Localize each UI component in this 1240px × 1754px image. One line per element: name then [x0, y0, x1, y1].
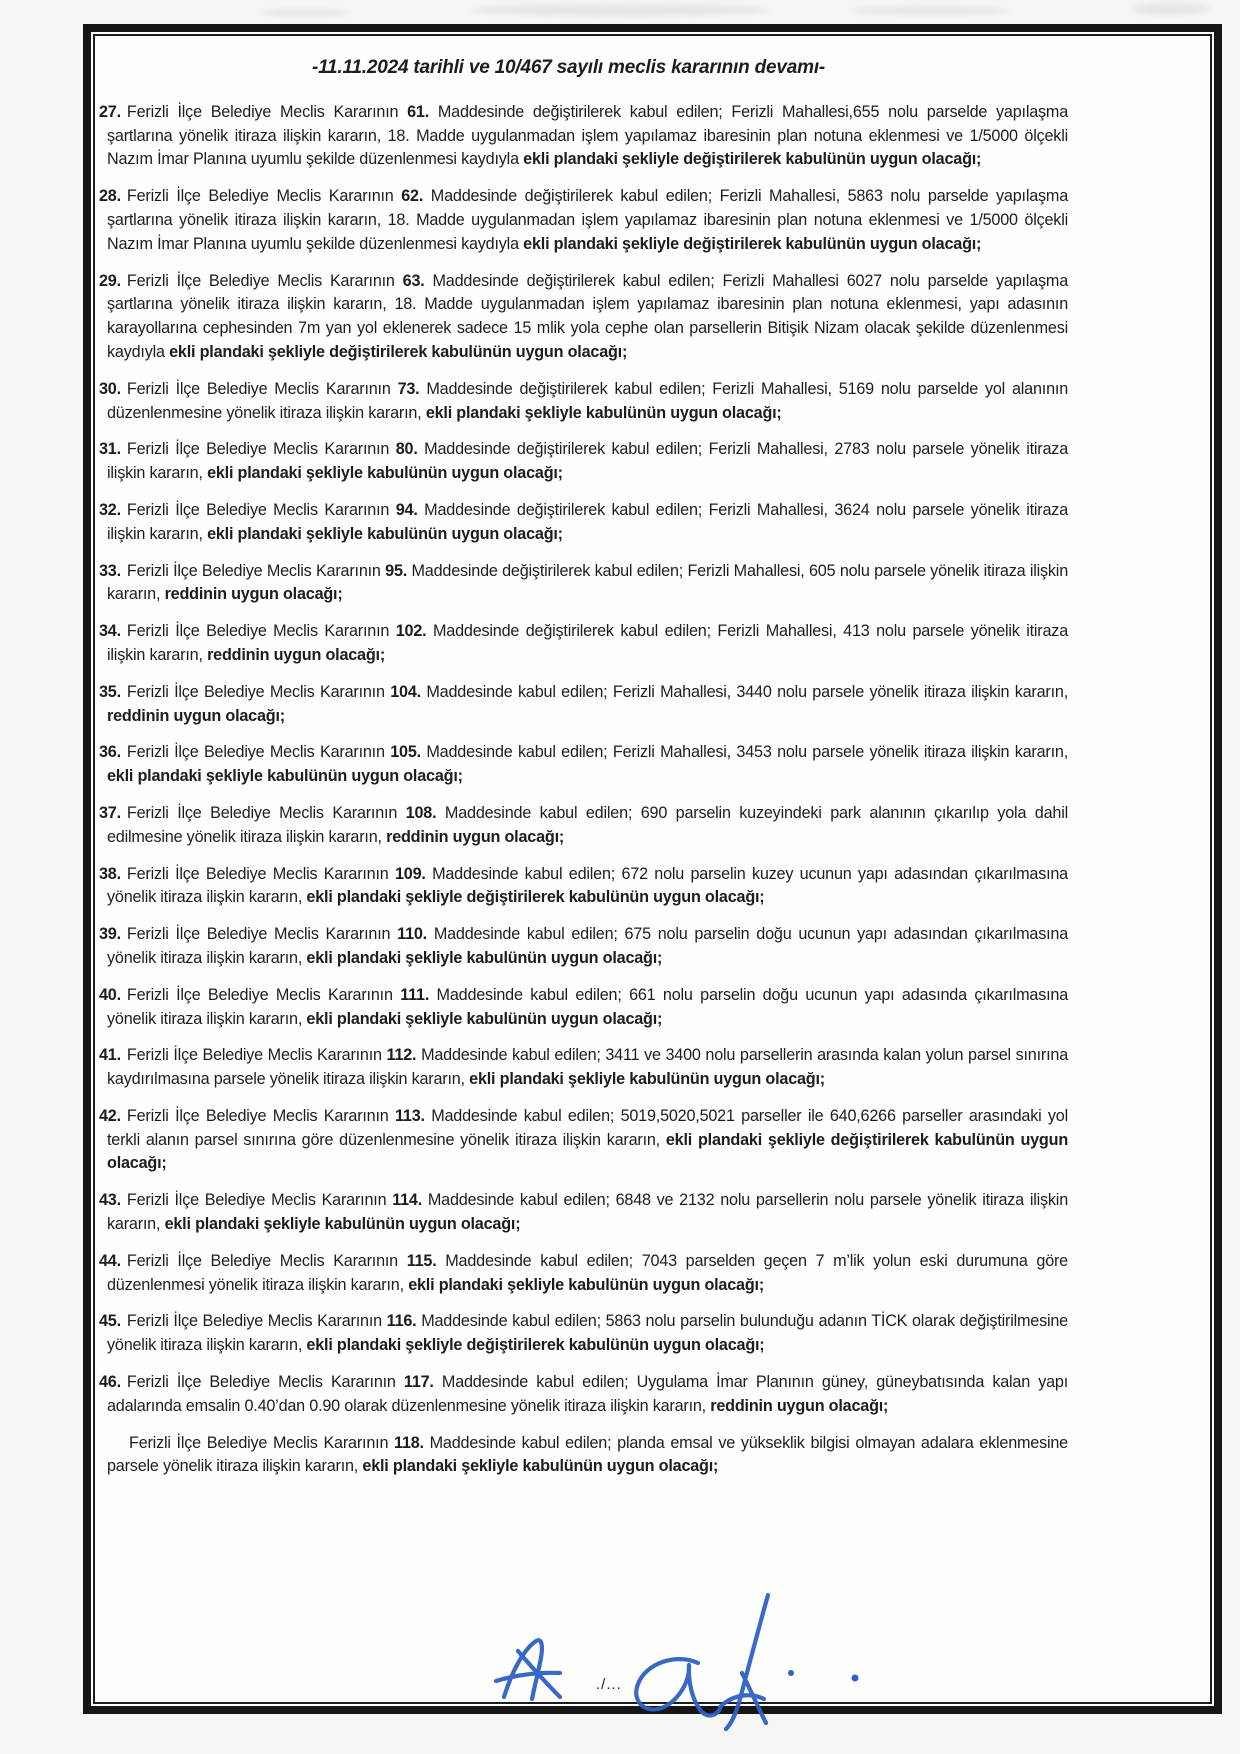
item-number: 34.	[99, 622, 121, 641]
scan-smudge	[470, 4, 770, 16]
item-number: 30.	[99, 379, 121, 398]
item-number: 44.	[99, 1251, 121, 1270]
item-text: Ferizli İlçe Belediye Meclis Kararının 111. Maddesinde kabul edilen; 661 nolu parselin doğu ucunun yapı adasında çıkarılmasına yönelik itiraza ilişkin kararın, ekli plandaki şekliyle kabulünün uygun olacağı;	[107, 985, 1069, 1028]
decision-item	[99, 499, 1068, 547]
document-page	[91, 32, 1214, 1479]
item-text: Ferizli İlçe Belediye Meclis Kararının 80. Maddesinde değiştirilerek kabul edilen; Ferizli Mahallesi, 2783 nolu parsele yönelik itiraza ilişkin kararın, ekli plandaki şekliyle kabulünün uygun olacağı;	[107, 440, 1068, 483]
item-text: Ferizli İlçe Belediye Meclis Kararının 109. Maddesinde kabul edilen; 672 nolu parselin kuzey ucunun yapı adasından çıkarılmasına yönelik itiraza ilişkin kararın, ekli plandaki şekliyle değiştirilerek kabulünün uygun olacağı;	[107, 864, 1068, 907]
continuation-mark: ./...	[596, 1676, 622, 1693]
item-text: Ferizli İlçe Belediye Meclis Kararının 62. Maddesinde değiştirilerek kabul edilen; Ferizli Mahallesi, 5863 nolu parselde yapılaşma şartlarına yönelik itiraza ilişkin kararın, 18. Madde uygulanmadan işlem yapılamaz ibaresinin plan notuna eklenmesi ve 1/5000 ölçekli Nazım İmar Planına uyumlu şekilde düzenlenmesi kaydıyla ekli plandaki şekliyle değiştirilerek kabulünün uygun olacağı;	[107, 187, 1069, 253]
decision-item	[99, 270, 1068, 365]
item-number: 39.	[99, 925, 121, 944]
decision-item	[99, 101, 1068, 172]
item-text: Ferizli İlçe Belediye Meclis Kararının 73. Maddesinde değiştirilerek kabul edilen; Ferizli Mahallesi, 5169 nolu parselde yol alanının düzenlenmesine yönelik itiraza ilişkin kararın, ekli plandaki şekliyle kabulünün uygun olacağı;	[107, 379, 1068, 422]
item-text: Ferizli İlçe Belediye Meclis Kararının 63. Maddesinde değiştirilerek kabul edilen; Ferizli Mahallesi 6027 nolu parselde yapılaşma şartlarına yönelik itiraza ilişkin kararın, 18. Madde uygulanmadan işlem yapılamaz ibaresinin plan notuna eklenmesi, yapı adasının karayollarına cephesinden 7m yan yol eklenerek sadece 15 mlik yola cephe olan parsellerin Bitişik Nizam olacak şekilde düzenlenmesi kaydıyla ekli plandaki şekliyle değiştirilerek kabulünün uygun olacağı;	[107, 271, 1068, 361]
item-number: 28.	[99, 187, 121, 206]
item-text: Ferizli İlçe Belediye Meclis Kararının 113. Maddesinde kabul edilen; 5019,5020,5021 parseller ile 640,6266 parseller arasındaki yol terkli alanın parsel sınırına göre düzenlenmesine yönelik itiraza ilişkin kararın, ekli plandaki şekliyle değiştirilerek kabulünün uygun olacağı;	[107, 1106, 1069, 1173]
item-number: 41.	[99, 1046, 121, 1065]
item-number: 37.	[99, 803, 121, 822]
decision-item	[99, 1044, 1068, 1092]
scan-smudge	[260, 9, 350, 16]
item-number: 32.	[99, 500, 121, 519]
item-text: Ferizli İlçe Belediye Meclis Kararının 102. Maddesinde değiştirilerek kabul edilen; Ferizli Mahallesi, 413 nolu parsele yönelik itiraza ilişkin kararın, reddinin uygun olacağı;	[107, 622, 1069, 664]
decisions-list	[99, 101, 1068, 1479]
item-text: Ferizli İlçe Belediye Meclis Kararının 114. Maddesinde kabul edilen; 6848 ve 2132 nolu parsellerin nolu parsele yönelik itiraza ilişkin kararın, ekli plandaki şekliyle kabulünün uygun olacağı;	[107, 1191, 1068, 1234]
decision-item	[99, 984, 1068, 1032]
scan-smudge	[850, 6, 1010, 15]
item-number: 43.	[99, 1191, 121, 1210]
item-number: 35.	[99, 682, 121, 701]
item-text: Ferizli İlçe Belediye Meclis Kararının 118. Maddesinde kabul edilen; planda emsal ve yükseklik bilgisi olmayan adalara eklenmesine parsele yönelik itiraza ilişkin kararın, ekli plandaki şekliyle kabulünün uygun olacağı;	[107, 1433, 1068, 1476]
item-text: Ferizli İlçe Belediye Meclis Kararının 110. Maddesinde kabul edilen; 675 nolu parselin doğu ucunun yapı adasından çıkarılmasına yönelik itiraza ilişkin kararın, ekli plandaki şekliyle kabulünün uygun olacağı;	[107, 925, 1068, 967]
decision-item	[99, 741, 1068, 789]
item-number: 31.	[99, 440, 121, 459]
page-header: -11.11.2024 tarihli ve 10/467 sayılı meclis kararının devamı-	[311, 57, 826, 78]
item-text: Ferizli İlçe Belediye Meclis Kararının 94. Maddesinde değiştirilerek kabul edilen; Ferizli Mahallesi, 3624 nolu parsele yönelik itiraza ilişkin kararın, ekli plandaki şekliyle kabulünün uygun olacağı;	[107, 500, 1068, 543]
decision-item	[99, 1432, 1068, 1480]
item-text: Ferizli İlçe Belediye Meclis Kararının 108. Maddesinde kabul edilen; 690 parselin kuzeyindeki park alanının çıkarılıp yola dahil edilmesine yönelik itiraza ilişkin kararın, reddinin uygun olacağı;	[107, 803, 1068, 846]
item-text: Ferizli İlçe Belediye Meclis Kararının 105. Maddesinde kabul edilen; Ferizli Mahallesi, 3453 nolu parsele yönelik itiraza ilişkin kararın, ekli plandaki şekliyle kabulünün uygun olacağı;	[107, 743, 1068, 786]
item-number: 46.	[99, 1373, 121, 1392]
scan-smudge	[1130, 3, 1210, 15]
decision-item	[99, 1310, 1068, 1358]
item-number: 40.	[99, 985, 121, 1004]
decision-item	[99, 438, 1068, 486]
decision-item	[99, 185, 1068, 256]
item-number: 38.	[99, 864, 121, 883]
decision-item	[99, 863, 1068, 911]
item-text: Ferizli İlçe Belediye Meclis Kararının 104. Maddesinde kabul edilen; Ferizli Mahallesi, 3440 nolu parsele yönelik itiraza ilişkin kararın, reddinin uygun olacağı;	[107, 682, 1068, 725]
item-number: 42.	[99, 1106, 121, 1125]
decision-item	[99, 1105, 1068, 1176]
item-text: Ferizli İlçe Belediye Meclis Kararının 95. Maddesinde değiştirilerek kabul edilen; Ferizli Mahallesi, 605 nolu parsele yönelik itiraza ilişkin kararın, reddinin uygun olacağı;	[107, 561, 1068, 604]
decision-item	[99, 620, 1068, 668]
item-number: 45.	[99, 1312, 121, 1331]
item-number: 29.	[99, 271, 121, 290]
item-text: Ferizli İlçe Belediye Meclis Kararının 61. Maddesinde değiştirilerek kabul edilen; Ferizli Mahallesi,655 nolu parselde yapılaşma şartlarına yönelik itiraza ilişkin kararın, 18. Madde uygulanmadan işlem yapılamaz ibaresinin plan notuna eklenmesi ve 1/5000 ölçekli Nazım İmar Planına uyumlu şekilde düzenlenmesi kaydıyla ekli plandaki şekliyle değiştirilerek kabulünün uygun olacağı;	[107, 102, 1068, 169]
page-frame	[83, 24, 1222, 1714]
item-text: Ferizli İlçe Belediye Meclis Kararının 112. Maddesinde kabul edilen; 3411 ve 3400 nolu parsellerin arasında kalan yolun parsel sınırına kaydırılmasına parsele yönelik itiraza ilişkin kararın, ekli plandaki şekliyle kabulünün uygun olacağı;	[107, 1046, 1068, 1089]
item-text: Ferizli İlçe Belediye Meclis Kararının 116. Maddesinde kabul edilen; 5863 nolu parselin bulunduğu adanın TİCK olarak değiştirilmesine yönelik itiraza ilişkin kararın, ekli plandaki şekliyle değiştirilerek kabulünün uygun olacağı;	[107, 1312, 1068, 1355]
item-number: 27.	[99, 102, 121, 121]
decision-item	[99, 1371, 1068, 1419]
decision-item	[99, 681, 1068, 729]
decision-item	[99, 378, 1068, 426]
item-number: 33.	[99, 561, 121, 580]
decision-item	[99, 802, 1068, 850]
decision-item	[99, 1189, 1068, 1237]
item-text: Ferizli İlçe Belediye Meclis Kararının 117. Maddesinde kabul edilen; Uygulama İmar Planının güney, güneybatısında kalan yapı adalarında emsalin 0.40’dan 0.90 olarak düzenlenmesine yönelik itiraza ilişkin kararın, reddinin uygun olacağı;	[107, 1373, 1068, 1415]
item-number: 36.	[99, 743, 121, 762]
item-text: Ferizli İlçe Belediye Meclis Kararının 115. Maddesinde kabul edilen; 7043 parselden geçen 7 m’lik yolun eski durumuna göre düzenlenmesi yönelik itiraza ilişkin kararın, ekli plandaki şekliyle kabulünün uygun olacağı;	[107, 1251, 1068, 1294]
decision-item	[99, 1250, 1068, 1298]
decision-item	[99, 923, 1068, 971]
decision-item	[99, 560, 1068, 608]
